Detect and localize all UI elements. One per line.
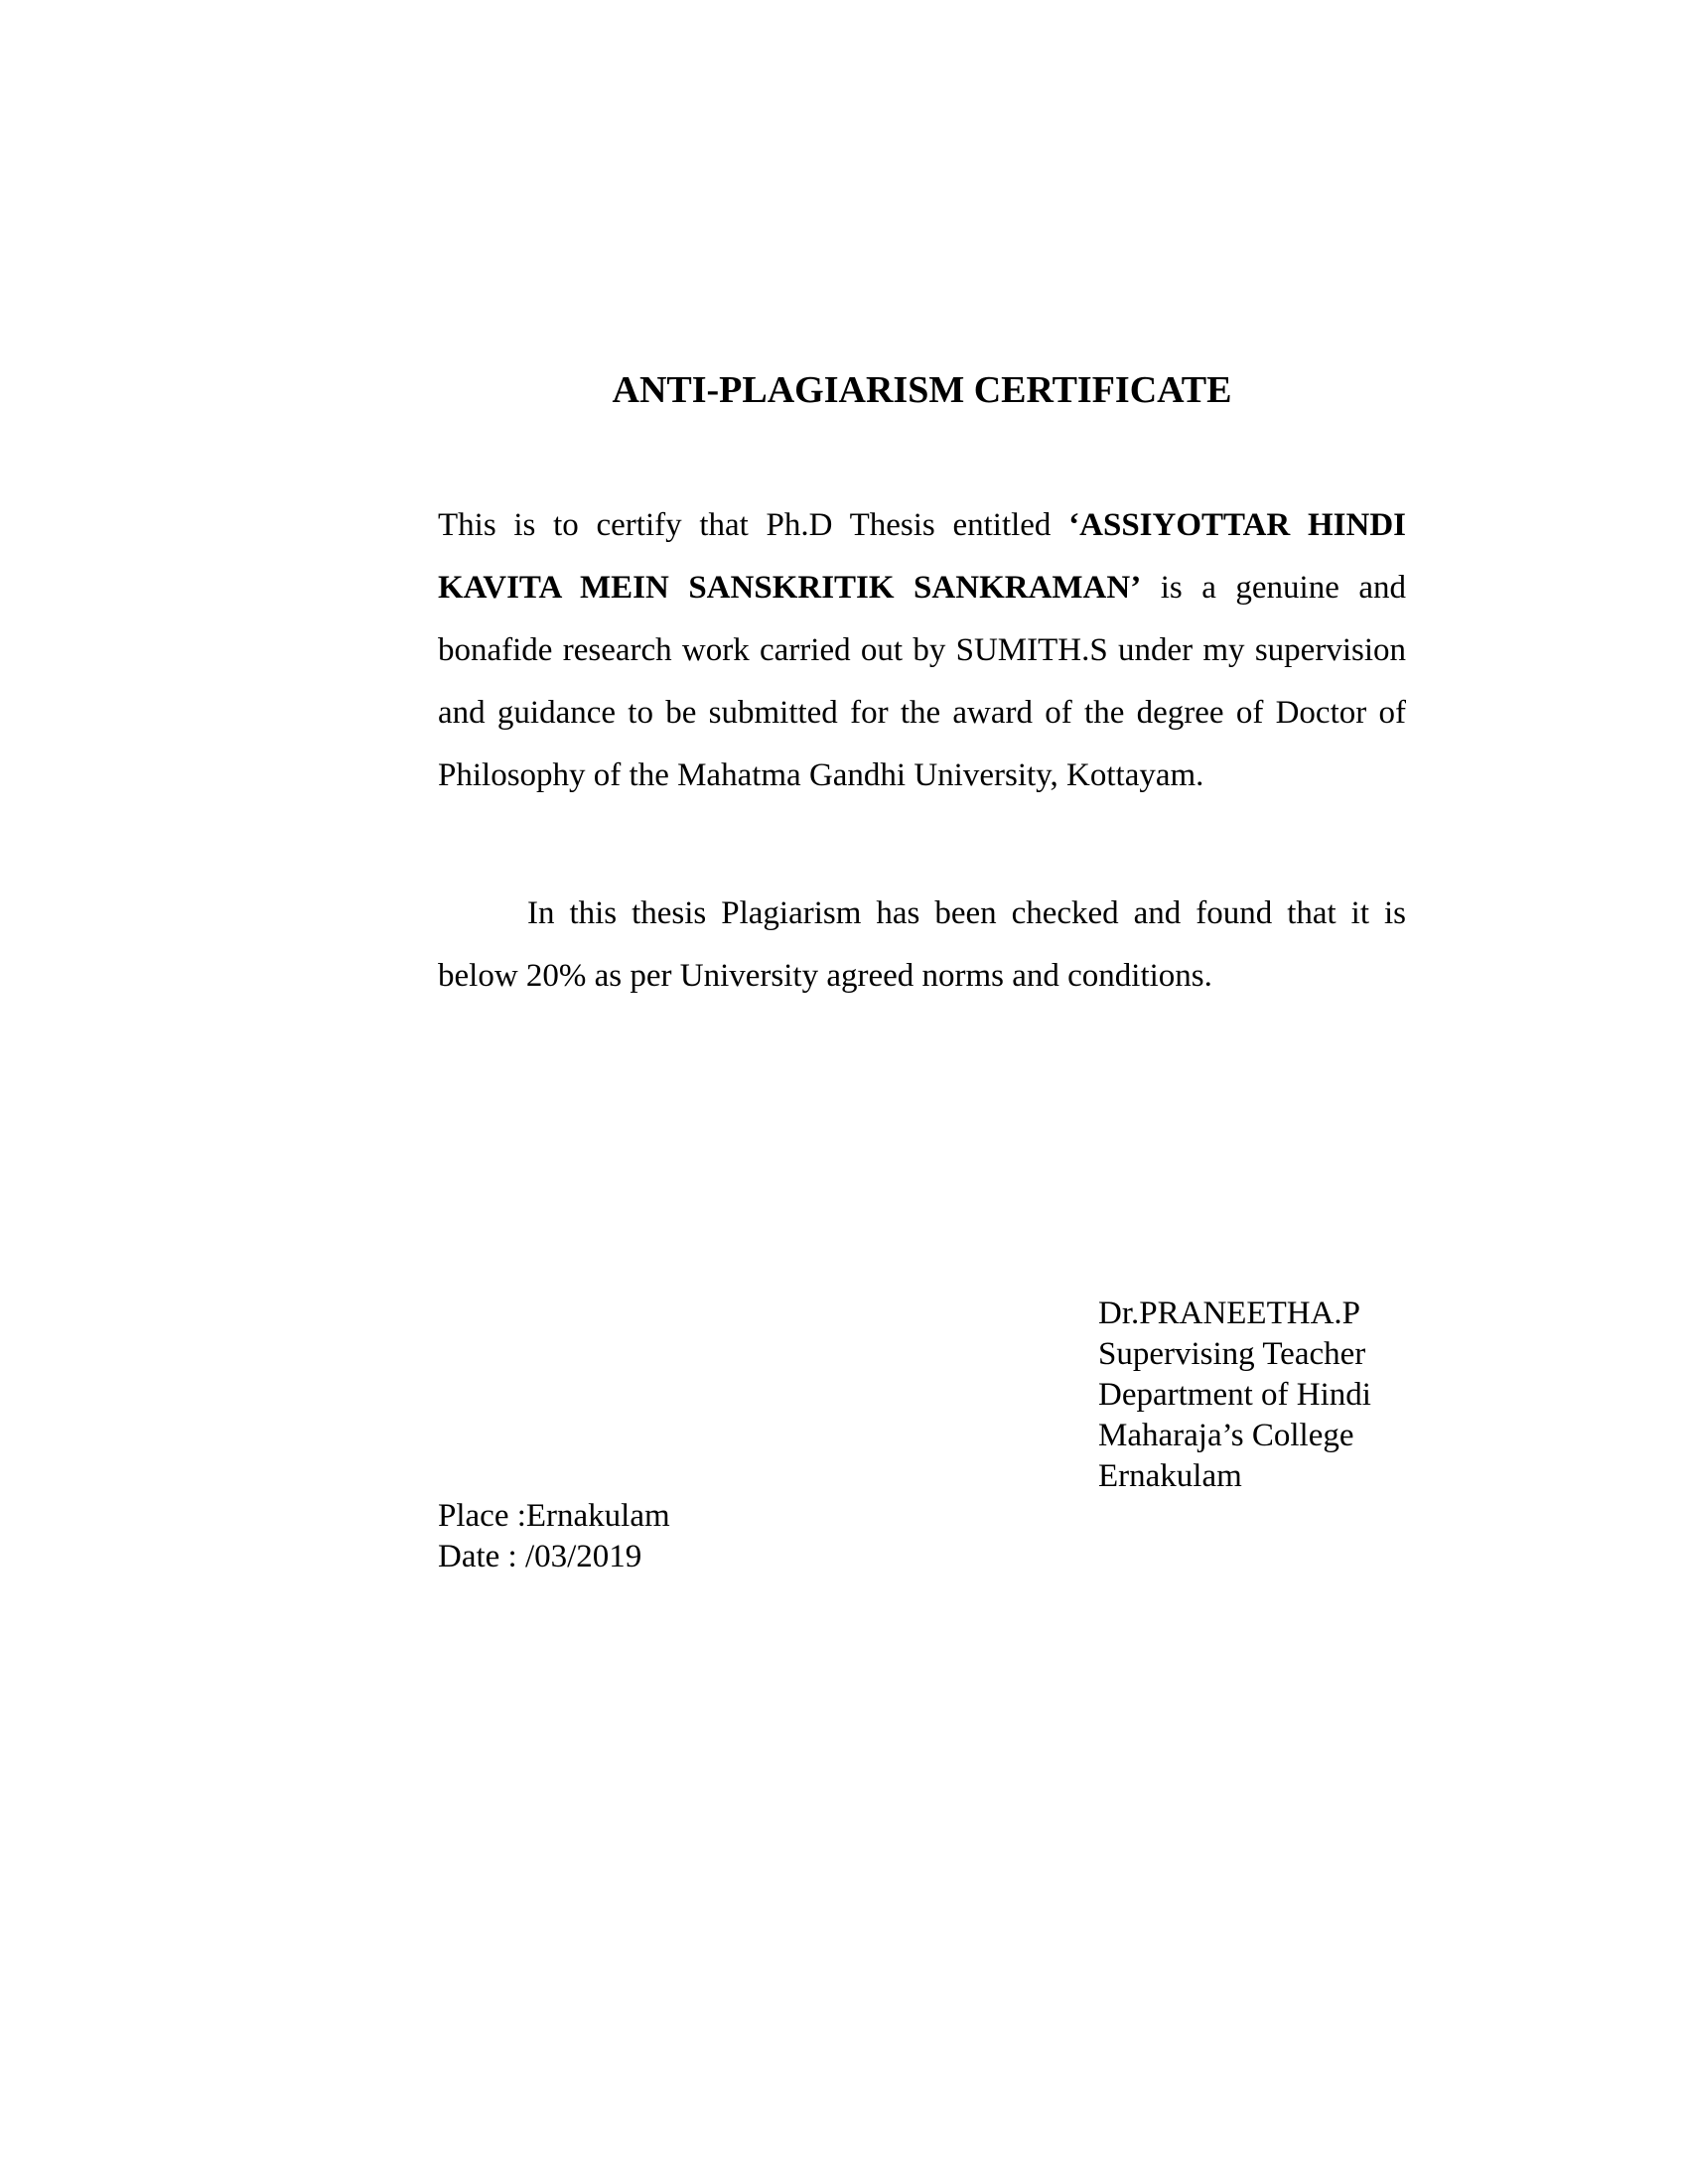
supervisor-college: Maharaja’s College	[1098, 1418, 1354, 1453]
supervisor-name: Dr.PRANEETHA.P	[1098, 1296, 1361, 1331]
signature-block	[1098, 1294, 1371, 1497]
certificate-title: ANTI-PLAGIARISM CERTIFICATE	[612, 369, 1232, 411]
place-line: Place :Ernakulam	[438, 1498, 670, 1534]
supervisor-department: Department of Hindi	[1098, 1377, 1371, 1413]
certification-paragraph	[438, 494, 1406, 807]
plagiarism-paragraph: In this thesis Plagiarism has been checked and found that it is below 20% as per University agreed norms and conditions.	[438, 895, 1406, 994]
certification-intro: This is to certify that Ph.D Thesis entitled	[438, 507, 1069, 543]
certification-rest: is a genuine and bonafide research work carried out by SUMITH.S under my supervision and guidance to be submitted for the award of the degree of Doctor of Philosophy of the Mahatma Gandhi University, Kottayam.	[438, 570, 1406, 793]
place-date-block	[438, 1496, 670, 1577]
date-line: Date : /03/2019	[438, 1539, 642, 1574]
supervisor-city: Ernakulam	[1098, 1458, 1242, 1494]
thesis-title: ‘ASSIYOTTAR HINDI KAVITA MEIN SANSKRITIK SANKRAMAN’	[438, 507, 1406, 606]
supervisor-role: Supervising Teacher	[1098, 1336, 1366, 1372]
